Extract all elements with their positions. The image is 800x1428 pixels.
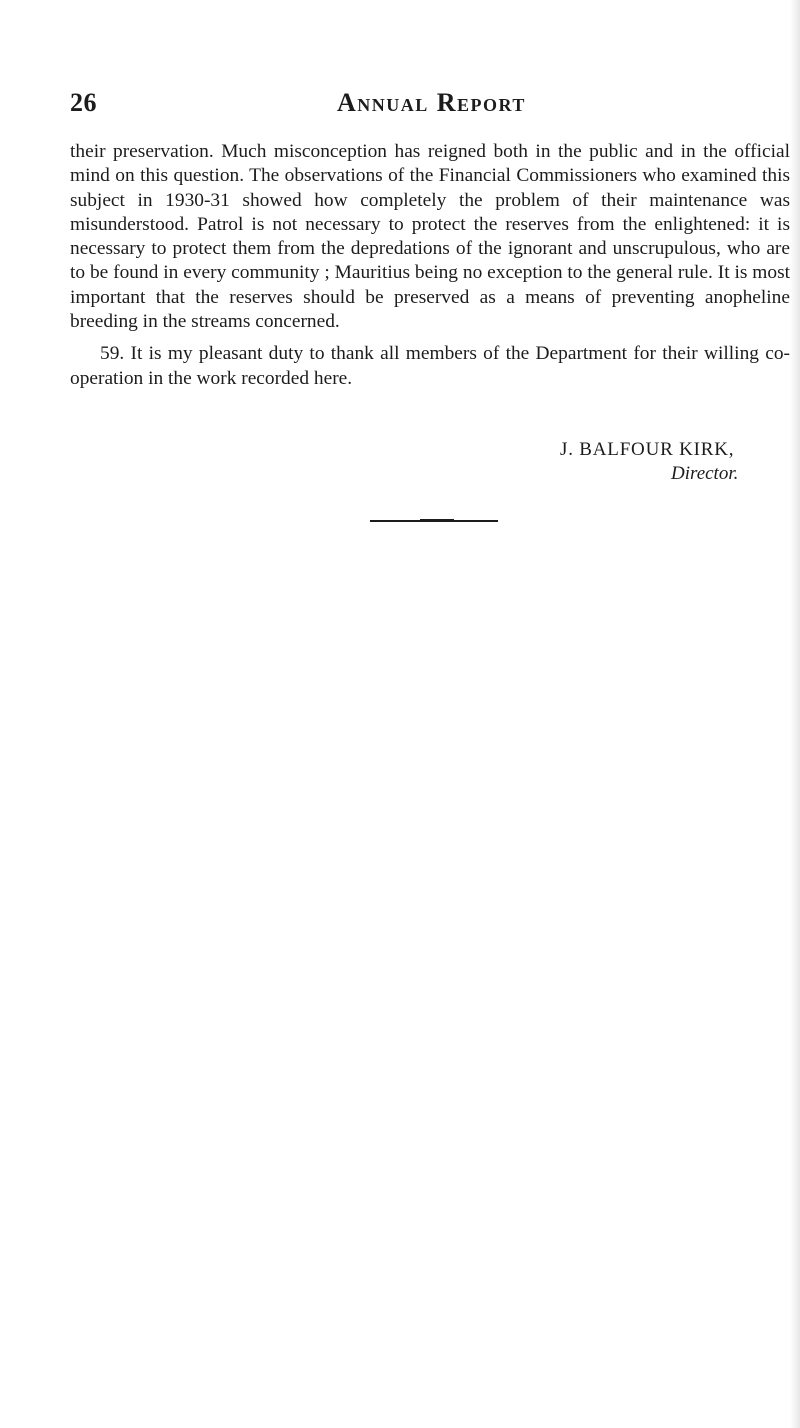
end-rule-center bbox=[420, 519, 454, 522]
page-header bbox=[70, 88, 770, 124]
page-number: 26 bbox=[70, 88, 97, 117]
signatory-name: J. BALFOUR KIRK, bbox=[560, 439, 735, 460]
paragraph-preservation: their preservation. Much misconception has reigned both in the public and in the official mind on this question. The observations of the Financial Commissioners who examined this subject in 1930-31 showed how completely the problem of their maintenance was misunderstood. Patrol is not necessary to protect the reserves from the enlightened: it is necessary to protect them from the depredations of the ignorant and unscrupulous, who are to be found in every community ; Mauritius being no exception to the general rule. It is most important that the reserves should be preserved as a means of preventing anopheline breeding in the streams concerned. bbox=[70, 141, 790, 333]
signatory-title: Director. bbox=[671, 463, 739, 484]
page-edge-shadow bbox=[790, 0, 800, 1428]
paragraph-59-acknowledgement: 59. It is my pleasant duty to thank all members of the Department for their willing co-operation in the work recorded here. bbox=[70, 343, 790, 389]
running-title: Annual Report bbox=[337, 88, 526, 117]
signature-block bbox=[560, 438, 800, 486]
body-text bbox=[70, 140, 790, 391]
